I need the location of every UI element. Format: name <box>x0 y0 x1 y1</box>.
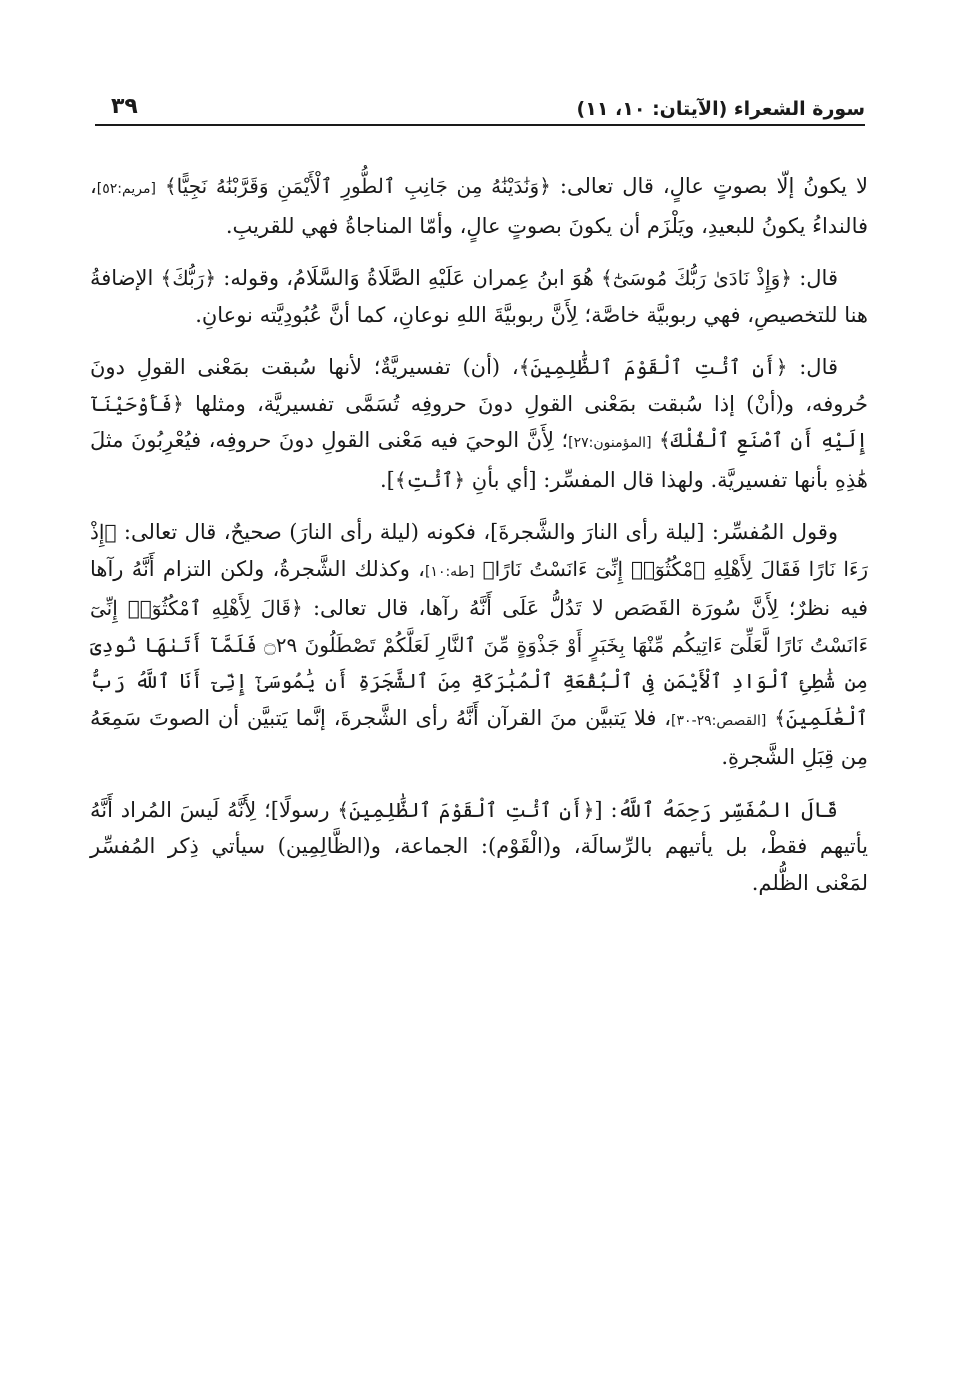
verse-reference: [القصص:٢٩-٣٠] <box>671 712 767 729</box>
text-segment: ، فلا يَتبيَّن منَ القرآن أَنَّهُ رأى الشَّجرةَ، إنَّما يَتبيَّن أن الصوتَ سَمِعَهُ مِن قِبَلِ الشَّجرةِ. <box>90 705 868 769</box>
text-segment: ، وكذلك الشَّجرةُ، ولكن التزام أَنَّهُ رآها فيه نظرٌ؛ لِأَنَّ سُورَة القَصَص لا تَدُلُّ عَلَى أَنَّهُ رآها، قال تعالى: <box>90 556 868 620</box>
paragraph <box>90 514 868 776</box>
quran-verse: ﴿وَنَٰدَيْنَٰهُ مِن جَانِبِ ٱلطُّورِ ٱلْأَيْمَنِ وَقَرَّبْنَٰهُ نَجِيًّا﴾ <box>164 174 551 198</box>
quran-verse: ﴿رَبُّكَ﴾ <box>160 266 217 290</box>
quran-verse: ﴿فَأَوْحَيْنَآ إِلَيْهِ أَنِ ٱصْنَعِ ٱلْفُلْكَ﴾ <box>90 391 868 452</box>
quran-verse: ﴿قَالَ لِأَهْلِهِ ٱمْكُثُوٓا۟ إِنِّىٓ ءَانَسْتُ نَارًا لَّعَلِّىٓ ءَاتِيكُم مِّنْهَا بِخَبَرٍ أَوْ جَذْوَةٍ مِّنَ ٱلنَّارِ لَعَلَّكُمْ تَصْطَلُونَ ۝٢٩ فَلَمَّآ أَتَىٰهَا نُودِىَ مِن شَٰطِئِ ٱلْوَادِ ٱلْأَيْمَنِ فِى ٱلْبُقْعَةِ ٱلْمُبَٰرَكَةِ مِنَ ٱلشَّجَرَةِ أَن يَٰمُوسَىٰٓ إِنِّىٓ أَنَا ٱللَّهُ رَبُّ ٱلْعَٰلَمِينَ﴾ <box>90 596 868 730</box>
text-segment: قال: <box>792 266 838 290</box>
paragraph <box>90 260 868 333</box>
verse-reference: [مريم:٥٢] <box>96 181 156 197</box>
text-segment <box>474 557 482 581</box>
text-segment: لا يكونُ إلّا بصوتٍ عالٍ، قال تعالى: <box>550 174 868 198</box>
paragraph <box>90 168 868 244</box>
text-segment: قال: <box>787 355 839 379</box>
verse-reference: [المؤمنون:٢٧] <box>568 435 652 451</box>
text-segment: قَالَ المُفَسِّر رَحِمَهُ ٱللَّهُ: [ <box>594 797 838 822</box>
quran-verse: ﴿وَإِذْ نَادَىٰ رَبُّكَ مُوسَىٰٓ﴾ <box>601 266 793 290</box>
quran-verse: ﴿أَنِ ٱئْتِ ٱلْقَوْمَ ٱلظَّٰلِمِينَ﴾ <box>337 797 595 822</box>
text-segment: ، (أن) تفسيريَّةٌ؛ لأنها سُبقت بمَعْنى القولِ دونَ حُروفه، و(أنْ) إذا سُبقت بمَعْنى القولِ دونَ حروفِه تُسَمَّى تفسيريَّة، ومثلها <box>90 355 868 416</box>
quran-verse: ﴿أَنِ ٱئْتِ ٱلْقَوْمَ ٱلظَّٰلِمِينَ﴾ <box>518 355 788 379</box>
paragraph <box>90 792 868 902</box>
verse-reference: [طه:١٠] <box>424 563 475 580</box>
text-segment: الإضافةُ هنا للتخصيصِ، فهي ربوبيَّة خاصَّة؛ لِأَنَّ ربوبيَّةَ اللهِ نوعانِ، كما أنَّ عُبُودِيَّته نوعانِ. <box>90 266 868 327</box>
text-segment: وقول المُفسِّر: [ليلة رأى النارَ والشَّجرةَ]، فكونه (ليلة رأى النارَ) صحيحٌ، قال تعالى: <box>116 520 838 544</box>
body-text <box>90 168 868 917</box>
text-segment: رسولًا]؛ لِأَنَّهُ لَيسَ المُراد أَنَّهُ يأتيهم فقطْ، بل يأتيهم بالرِّسالَة، و(الْقَوْم): الجماعة، و(الظَّالِمِين) سيأتي ذِكر المُفسِّر لمَعْنى الظُّلم. <box>90 797 868 895</box>
paragraph <box>90 349 868 498</box>
header-rule <box>95 124 865 126</box>
quran-verse: ﴿إِذْ رَءَا نَارًا فَقَالَ لِأَهْلِهِ ٱمْكُثُوٓا۟ إِنِّىٓ ءَانَسْتُ نَارًا﴾ <box>90 520 869 581</box>
text-segment: هُوَ ابنُ عِمران عَلَيْهِ الصَّلَاةُ وَالسَّلَامُ، وقوله: <box>216 266 602 290</box>
running-header <box>95 90 865 124</box>
text-segment <box>652 428 659 452</box>
text-segment: ؛ لِأَنَّ الوحيَ فيه مَعْنى القولِ دونَ حروفِه، فيُعْرِبُونَ مثلَ هَٰذِهِ بأنها تفسيريَّة. ولهذا قال المفسِّر: [أي بأنِ <box>90 428 868 492</box>
page-number: ٣٩ <box>111 94 138 119</box>
text-segment: ]. <box>379 467 395 492</box>
header-title: سورة الشعراء (الآيتان: ١٠، ١١) <box>576 98 865 120</box>
text-segment: ، فالنداءُ يكونُ للبعيدِ، ويَلْزَم أن يكونَ بصوتٍ عالٍ، وأمّا المناجاةُ فهي للقريبِ. <box>90 174 868 238</box>
text-segment <box>156 174 165 198</box>
quran-verse: ﴿ٱئْتِ﴾ <box>394 467 466 492</box>
